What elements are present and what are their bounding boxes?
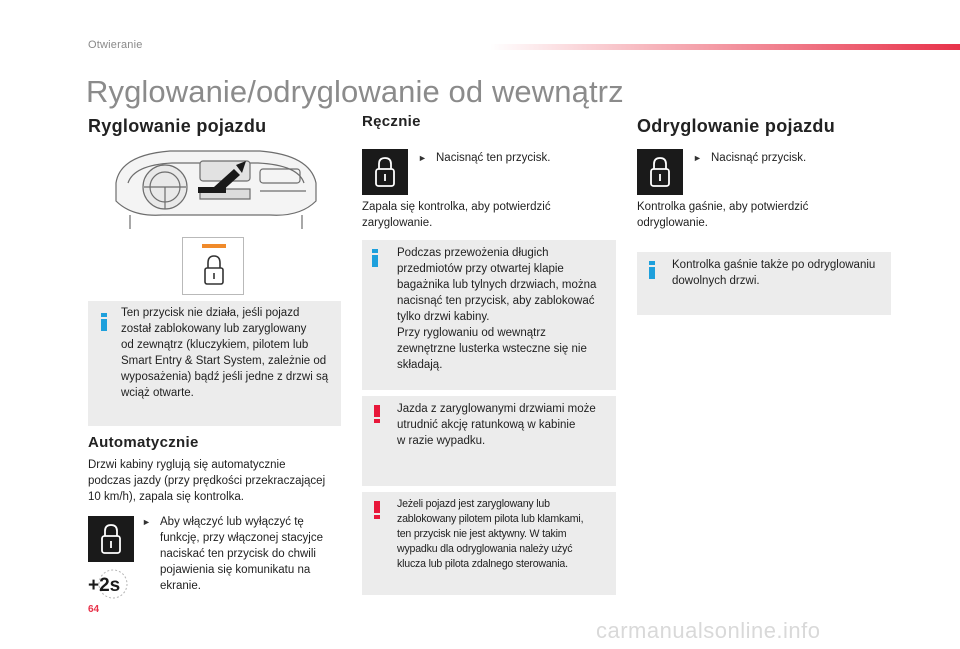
- lock-button-image: [362, 149, 408, 195]
- note-line: nacisnąć ten przycisk, aby zablokować: [397, 295, 595, 307]
- dashboard-illustration: [110, 143, 322, 231]
- padlock-icon: [88, 516, 134, 562]
- note-line: Smart Entry & Start System, zależnie od: [121, 355, 327, 367]
- padlock-icon: [637, 149, 683, 195]
- automatic-description: [88, 457, 343, 505]
- plus-2s-badge: [86, 568, 132, 600]
- warning-icon: [374, 405, 380, 423]
- note-line: przedmiotów przy otwartej klapie: [397, 263, 564, 275]
- note-line: w razie wypadku.: [397, 435, 486, 447]
- warning-note-inactive: [362, 492, 616, 595]
- text-line: odryglowanie.: [637, 217, 708, 229]
- note-line: zewnętrzne lusterka wsteczne się nie: [397, 343, 587, 355]
- note-line: ten przycisk nie jest aktywny. W takim: [397, 528, 567, 540]
- text-line: Zapala się kontrolka, aby potwierdzić: [362, 201, 551, 213]
- heading-manual: Ręcznie: [362, 113, 421, 130]
- note-line: utrudnić akcję ratunkową w kabinie: [397, 419, 576, 431]
- note-line: składają.: [397, 359, 443, 371]
- unlock-button-image: [637, 149, 683, 195]
- note-line: dowolnych drzwi.: [672, 275, 760, 287]
- note-line: wyposażenia) bądź jeśli jedne z drzwi są: [121, 371, 329, 383]
- info-icon: [101, 313, 107, 331]
- heading-unlocking: Odryglowanie pojazdu: [637, 116, 836, 136]
- lock-button-panel: [182, 237, 244, 295]
- note-line: Ten przycisk nie działa, jeśli pojazd: [121, 307, 300, 319]
- step-line: pojawienia się komunikatu na: [160, 564, 311, 576]
- heading-locking: Ryglowanie pojazdu: [88, 116, 267, 136]
- triangle-right-icon: ►: [418, 153, 427, 163]
- triangle-right-icon: ►: [693, 153, 702, 163]
- step-line: naciskać ten przycisk do chwili: [160, 548, 316, 560]
- triangle-right-icon: ►: [142, 517, 151, 527]
- heading-automatic: Automatycznie: [88, 434, 199, 451]
- badge-text: +2s: [88, 575, 121, 596]
- note-line: od zewnątrz (kluczykiem, pilotem lub: [121, 339, 309, 351]
- info-note-lock-inactive: [88, 301, 341, 426]
- info-note-unlock: [637, 252, 891, 315]
- note-line: Podczas przewożenia długich: [397, 247, 549, 259]
- note-line: klucza lub pilota zdalnego sterowania.: [397, 558, 568, 570]
- header-accent-line: [490, 44, 960, 50]
- note-line: Jazda z zaryglowanymi drzwiami może: [397, 403, 596, 415]
- step-line: funkcję, przy włączonej stacyjce: [160, 532, 323, 544]
- page-title: Ryglowanie/odryglowanie od wewnątrz: [86, 74, 624, 109]
- padlock-icon: [362, 149, 408, 195]
- text-line: zaryglowanie.: [362, 217, 433, 229]
- note-line: zablokowany pilotem pilota lub klamkami,: [397, 513, 584, 525]
- step-line: Aby włączyć lub wyłączyć tę: [160, 516, 304, 528]
- note-line: wciąż otwarte.: [121, 387, 194, 399]
- text-line: podczas jazdy (przy prędkości przekraczającej: [88, 475, 326, 487]
- page-number: 64: [88, 604, 100, 615]
- manual-confirmation: [362, 199, 612, 231]
- note-line: tylko drzwi kabiny.: [397, 311, 490, 323]
- step-text: Nacisnąć ten przycisk.: [436, 152, 551, 164]
- lock-button-image: [88, 516, 134, 562]
- text-line: Drzwi kabiny ryglują się automatycznie: [88, 459, 286, 471]
- text-line: Kontrolka gaśnie, aby potwierdzić: [637, 201, 809, 213]
- warning-icon: [374, 501, 380, 519]
- note-line: wypadku dla odryglowania należy użyć: [397, 543, 573, 555]
- section-label: Otwieranie: [88, 39, 143, 51]
- note-line: bagażnika lub tylnych drzwiach, można: [397, 279, 597, 291]
- note-line: Przy ryglowaniu od wewnątrz: [397, 327, 546, 339]
- info-note-long-objects: [362, 240, 616, 390]
- info-icon: [649, 261, 655, 279]
- text-line: 10 km/h), zapala się kontrolka.: [88, 491, 244, 503]
- warning-note-rescue: [362, 396, 616, 486]
- unlock-confirmation: [637, 199, 887, 231]
- step-line: ekranie.: [160, 580, 201, 592]
- note-line: został zablokowany lub zaryglowany: [121, 323, 307, 335]
- watermark: carmanualsonline.info: [596, 618, 821, 643]
- note-line: Kontrolka gaśnie także po odryglowaniu: [672, 259, 876, 271]
- info-icon: [372, 249, 378, 267]
- note-line: Jeżeli pojazd jest zaryglowany lub: [397, 498, 550, 510]
- step-text: Nacisnąć przycisk.: [711, 152, 807, 164]
